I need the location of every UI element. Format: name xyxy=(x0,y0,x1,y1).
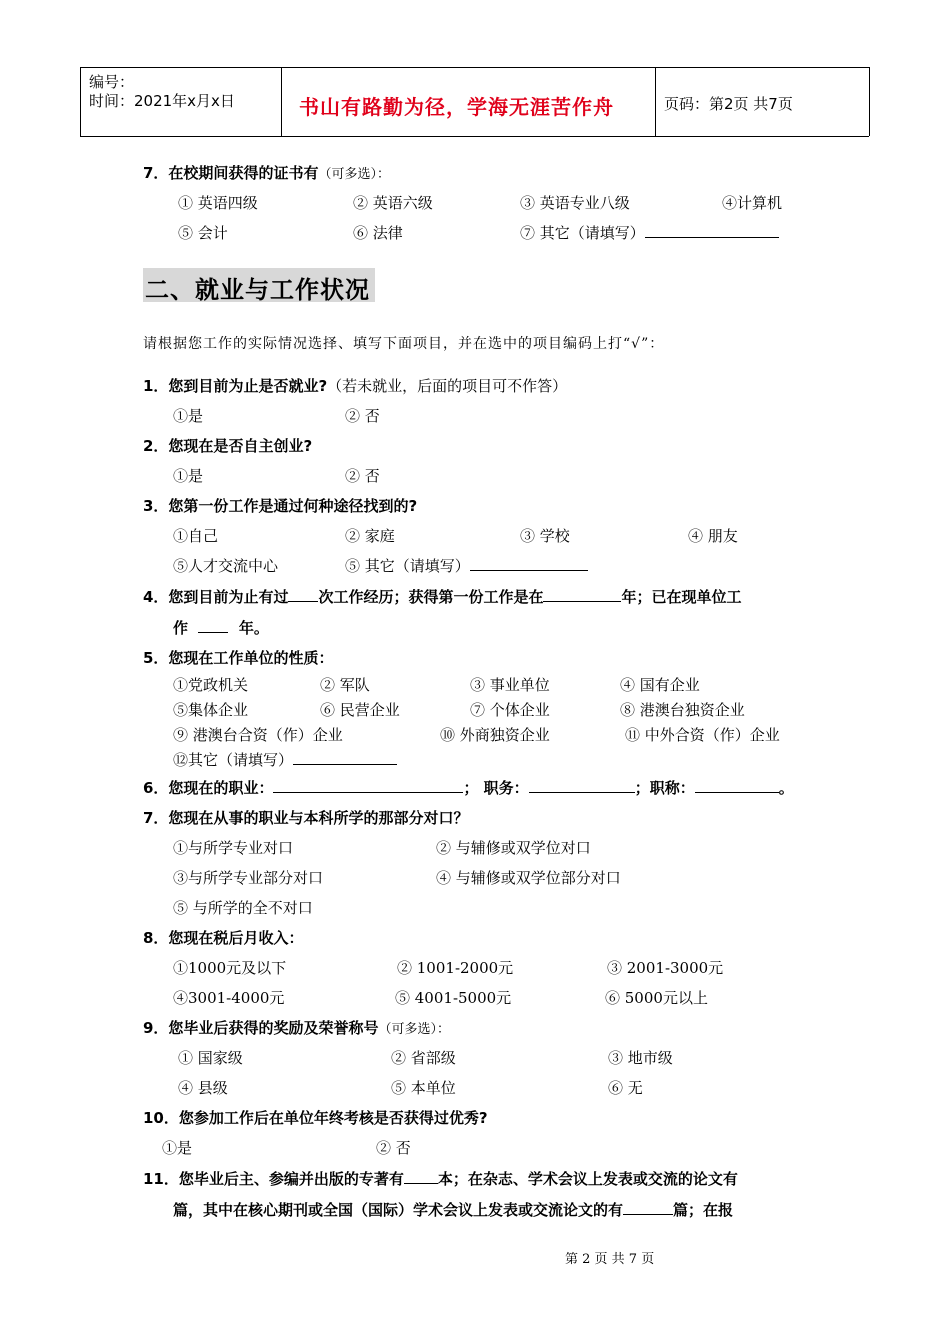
section-intro: 请根据您工作的实际情况选择、填写下面项目，并在选中的项目编码上打“√”： xyxy=(143,336,665,352)
option[interactable]: ④ 县级 xyxy=(178,1079,228,1097)
fill-blank[interactable] xyxy=(404,1169,438,1184)
question-title: 1．您到目前为止是否就业? xyxy=(143,377,328,395)
question-text: 6．您现在的职业： xyxy=(143,779,274,797)
option[interactable]: ⑥ 民营企业 xyxy=(320,701,400,719)
fill-blank[interactable] xyxy=(623,1200,673,1215)
option[interactable]: ② 英语六级 xyxy=(353,194,433,212)
question-text: 篇；在报 xyxy=(673,1201,734,1219)
option[interactable]: ② 家庭 xyxy=(345,527,395,545)
fill-blank[interactable] xyxy=(645,223,779,238)
option[interactable]: ③ 地市级 xyxy=(608,1049,673,1067)
question-text: 篇，其中在核心期刊或全国（国际）学术会议上发表或交流论文的有 xyxy=(173,1201,624,1219)
option[interactable]: ③ 英语专业八级 xyxy=(520,194,630,212)
option-other[interactable] xyxy=(345,555,588,576)
question-text: 11．您毕业后主、参编并出版的专著有 xyxy=(143,1170,404,1188)
option[interactable]: ①党政机关 xyxy=(173,676,249,694)
option[interactable]: ⑤ 与所学的全不对口 xyxy=(173,899,313,917)
option-other[interactable] xyxy=(520,222,779,243)
option[interactable]: ①1000元及以下 xyxy=(173,959,287,977)
question-4 xyxy=(143,586,741,607)
option[interactable]: ③与所学专业部分对口 xyxy=(173,869,324,887)
option[interactable]: ④ 国有企业 xyxy=(620,676,700,694)
option[interactable]: ② 与辅修或双学位对口 xyxy=(436,839,591,857)
option[interactable]: ④ 朋友 xyxy=(688,527,738,545)
option[interactable]: ③ 2001-3000元 xyxy=(607,959,724,977)
option[interactable]: ② 省部级 xyxy=(391,1049,456,1067)
page-footer: 第 2 页 共 7 页 xyxy=(565,1252,655,1267)
header-divider xyxy=(655,67,656,136)
question-text: ； 职务： xyxy=(463,779,529,797)
option[interactable]: ② 否 xyxy=(345,407,380,425)
question-note: （可多选）： xyxy=(378,1022,450,1037)
option[interactable]: ④ 与辅修或双学位部分对口 xyxy=(436,869,621,887)
option[interactable]: ⑤ 4001-5000元 xyxy=(395,989,512,1007)
option[interactable]: ① 国家级 xyxy=(178,1049,243,1067)
option[interactable]: ⑥ 5000元以上 xyxy=(605,989,708,1007)
question-text: 。 xyxy=(778,779,794,797)
option[interactable]: ⑤ 会计 xyxy=(178,224,228,242)
occupation-field[interactable] xyxy=(273,778,463,793)
option[interactable]: ⑧ 港澳台独资企业 xyxy=(620,701,745,719)
option[interactable]: ①自己 xyxy=(173,527,219,545)
question-note: （若未就业，后面的项目可不作答） xyxy=(327,377,568,395)
header-divider xyxy=(869,67,870,136)
header-divider xyxy=(281,67,282,136)
question-text: 年；已在现单位工 xyxy=(621,588,742,606)
question-9 xyxy=(143,1017,450,1038)
option[interactable]: ①是 xyxy=(162,1139,193,1157)
question-text: 4．您到目前为止有过 xyxy=(143,588,289,606)
option[interactable]: ⑤集体企业 xyxy=(173,701,249,719)
header-divider xyxy=(80,67,81,136)
option[interactable]: ① 英语四级 xyxy=(178,194,258,212)
option-label: ⑫其它（请填写） xyxy=(173,751,294,769)
option-other[interactable] xyxy=(173,749,397,770)
question-text: 作 xyxy=(173,619,189,637)
option[interactable]: ⑤ 本单位 xyxy=(391,1079,456,1097)
option[interactable]: ④3001-4000元 xyxy=(173,989,285,1007)
fill-blank[interactable] xyxy=(293,750,397,765)
fill-blank[interactable] xyxy=(543,587,621,602)
question-7: 7．您现在从事的职业与本科所学的那部分对口？ xyxy=(143,809,469,827)
option[interactable]: ③ 学校 xyxy=(520,527,570,545)
question-4-line2 xyxy=(173,617,269,638)
option[interactable]: ⑪ 中外合资（作）企业 xyxy=(625,726,780,744)
question-title: 7．在校期间获得的证书有 xyxy=(143,164,319,182)
option[interactable]: ⑥ 无 xyxy=(608,1079,643,1097)
question-11 xyxy=(143,1168,738,1189)
title-field[interactable] xyxy=(695,778,779,793)
question-cert xyxy=(143,162,390,183)
question-1 xyxy=(143,375,567,396)
option[interactable]: ①与所学专业对口 xyxy=(173,839,294,857)
question-note: （可多选）： xyxy=(318,167,390,182)
page-label: 页码：第2页 共7页 xyxy=(664,95,793,113)
question-10: 10．您参加工作后在单位年终考核是否获得过优秀? xyxy=(143,1109,488,1127)
question-text: ；职称： xyxy=(634,779,695,797)
question-text: 本；在杂志、学术会议上发表或交流的论文有 xyxy=(437,1170,738,1188)
question-11-line2 xyxy=(173,1199,733,1220)
fill-blank[interactable] xyxy=(198,618,228,633)
option-label: ⑤ 其它（请填写） xyxy=(345,557,470,575)
option[interactable]: ② 否 xyxy=(376,1139,411,1157)
question-5: 5．您现在工作单位的性质： xyxy=(143,649,334,667)
question-3: 3．您第一份工作是通过何种途径找到的? xyxy=(143,497,418,515)
question-8: 8．您现在税后月收入： xyxy=(143,929,304,947)
option[interactable]: ⑩ 外商独资企业 xyxy=(440,726,550,744)
date-label: 时间：2021年x月x日 xyxy=(89,92,235,110)
option[interactable]: ② 否 xyxy=(345,467,380,485)
option[interactable]: ①是 xyxy=(173,407,204,425)
option[interactable]: ⑥ 法律 xyxy=(353,224,403,242)
position-field[interactable] xyxy=(529,778,635,793)
section-title: 二、就业与工作状况 xyxy=(145,276,370,304)
option[interactable]: ①是 xyxy=(173,467,204,485)
question-2: 2．您现在是否自主创业? xyxy=(143,437,313,455)
option[interactable]: ② 军队 xyxy=(320,676,370,694)
question-6 xyxy=(143,777,794,798)
option[interactable]: ⑦ 个体企业 xyxy=(470,701,550,719)
section-heading xyxy=(143,268,375,302)
option[interactable]: ④计算机 xyxy=(722,194,783,212)
question-title: 9．您毕业后获得的奖励及荣誉称号 xyxy=(143,1019,379,1037)
serial-label: 编号： xyxy=(89,73,135,91)
option[interactable]: ③ 事业单位 xyxy=(470,676,550,694)
option[interactable]: ② 1001-2000元 xyxy=(397,959,514,977)
fill-blank[interactable] xyxy=(288,587,318,602)
option-label: ⑦ 其它（请填写） xyxy=(520,224,645,242)
fill-blank[interactable] xyxy=(470,556,588,571)
option[interactable]: ⑤人才交流中心 xyxy=(173,557,279,575)
option[interactable]: ⑨ 港澳台合资（作）企业 xyxy=(173,726,343,744)
header-motto: 书山有路勤为径，学海无涯苦作舟 xyxy=(299,95,614,119)
question-text: 年。 xyxy=(238,619,269,637)
question-text: 次工作经历；获得第一份工作是在 xyxy=(318,588,544,606)
